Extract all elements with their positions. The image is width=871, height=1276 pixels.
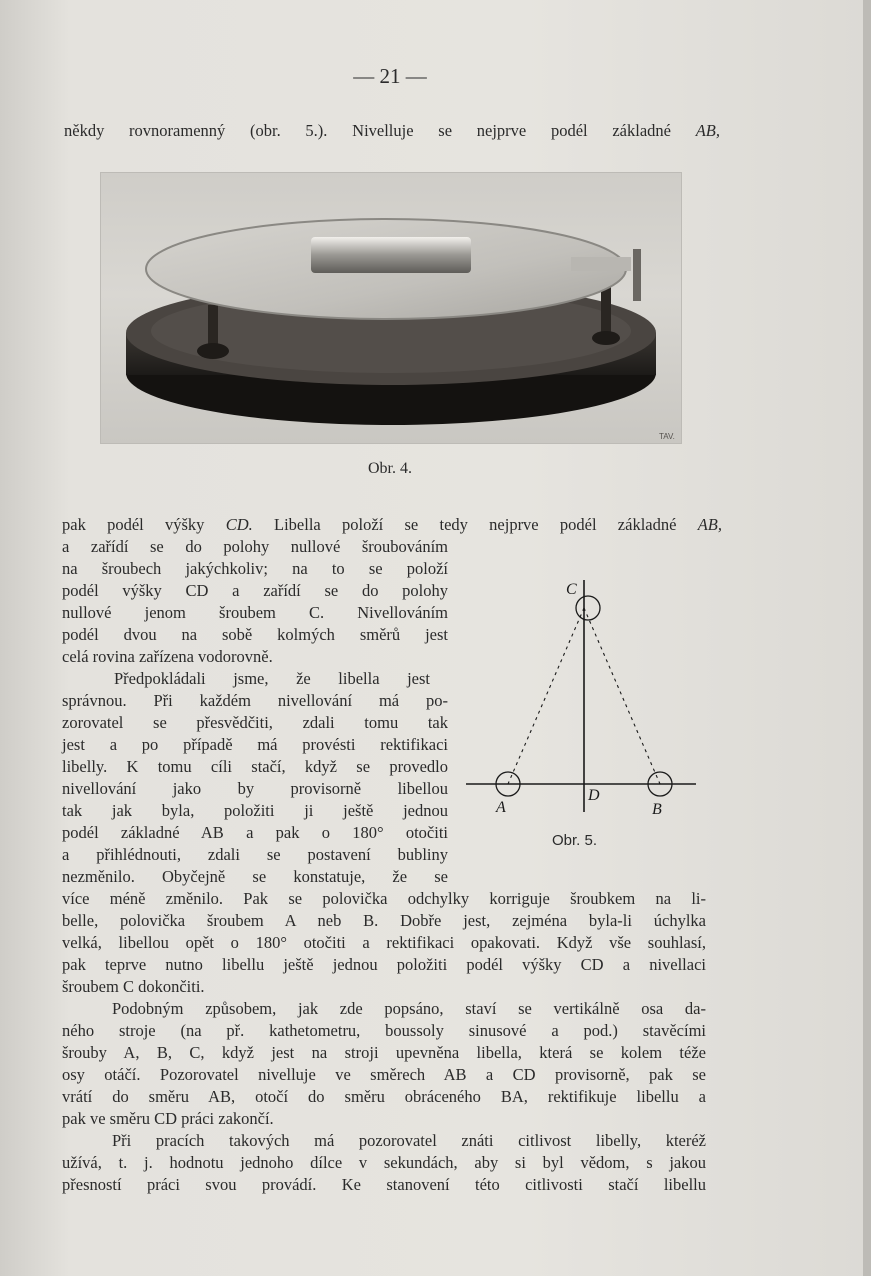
dashed-line-ca [508,608,584,784]
intro-line: někdy rovnoramenný (obr. 5.). Nivelluje se nejprve podél základné AB, [64,121,720,140]
paragraph-2-line: pak teprve nutno libellu ještě jednou položiti podél výšky CD a nivellaci [62,955,706,974]
paragraph-2-line: velká, libellou opět o 180° otočiti a rektifikaci opakovati. Když vše souhlasí, [62,933,706,952]
label-b: B [652,801,662,818]
paragraph-2-line: nezměnilo. Obyčejně se konstatuje, že se [62,867,448,886]
paragraph-3-line: šrouby A, B, C, když jest na stroji upevněna libella, která se kolem téže [62,1043,706,1062]
paragraph-2-line: tak jak byla, položiti ji ještě jednou [62,801,448,820]
paragraph-2-line: jest a po případě má provésti rektifikaci [62,735,448,754]
paragraph-4-line: Při pracích takových má pozorovatel znáti citlivost libelly, kteréž [112,1131,706,1150]
paragraph-4-line: užívá, t. j. hodnotu jednoho dílce v sekundách, aby si byl vědom, s jakou [62,1153,706,1172]
paragraph-2-line: nivellování jako by provisorně libellou [62,779,448,798]
paragraph-3-line: osy otáčí. Pozorovatel nivelluje ve směrech AB a CD provisorně, pak se [62,1065,706,1084]
dashed-line-cb [584,608,660,784]
paragraph-2-line: šroubem C dokončiti. [62,977,205,996]
paragraph-1-line: a zařídí se do polohy nullové šroubováním [62,537,448,556]
label-a: A [496,799,506,816]
paragraph-2-line: a přihlédnouti, zdali se postavení bubliny [62,845,448,864]
paragraph-1-line: podél dvou na sobě kolmých směrů jest [62,625,448,644]
paragraph-1-line: celá rovina zařízena vodorovně. [62,647,273,666]
triangle-level-diagram [460,572,710,822]
figure-5-diagram [460,572,710,822]
label-c: C [566,581,577,598]
page-number: — 21 — [353,64,427,88]
paragraph-2-line: belle, polovička šroubem A neb B. Dobře jest, zejména byla-li úchylka [62,911,706,930]
paragraph-3-line: pak ve směru CD práci zakončí. [62,1109,274,1128]
paragraph-2-line: Předpokládali jsme, že libella jest [114,669,430,688]
paragraph-3-line: Podobným způsobem, jak zde popsáno, staví se vertikálně osa da- [112,999,706,1018]
paragraph-3-line: vrátí do směru AB, otočí do směru obráceného BA, rektifikuje libellu a [62,1087,706,1106]
leveling-plate-illustration [101,173,681,443]
paragraph-1-line: podél výšky CD a zařídí se do polohy [62,581,448,600]
paragraph-1-first-line: pak podél výšky CD. Libella položí se tedy nejprve podél základné AB, [62,515,722,534]
paragraph-2-line: více méně změnilo. Pak se polovička odchylky korriguje šroubkem na li- [62,889,706,908]
paragraph-4-line: přesností práci svou provádí. Ke stanovení této citlivosti stačí libellu [62,1175,706,1194]
figure-5-caption: Obr. 5. [552,832,598,849]
figure-4-photo [100,172,682,444]
paragraph-2-line: správnou. Při každém nivellování má po- [62,691,448,710]
paragraph-2-line: zorovatel se přesvědčiti, zdali tomu tak [62,713,448,732]
paragraph-3-line: ného stroje (na př. kathetometru, boussoly sinusové a pod.) stavěcími [62,1021,706,1040]
paragraph-2-line: libelly. K tomu cíli stačí, když se provedlo [62,757,448,776]
paragraph-1-line: na šroubech jakýchkoliv; na to se položí [62,559,448,578]
label-d: D [588,787,600,804]
page-gutter [863,0,871,1276]
figure-4-caption: Obr. 4. [368,460,412,477]
paragraph-2-line: podél základné AB a pak o 180° otočiti [62,823,448,842]
photo-mark: TAV. [659,432,675,441]
paragraph-1-line: nullové jenom šroubem C. Nivellováním [62,603,448,622]
